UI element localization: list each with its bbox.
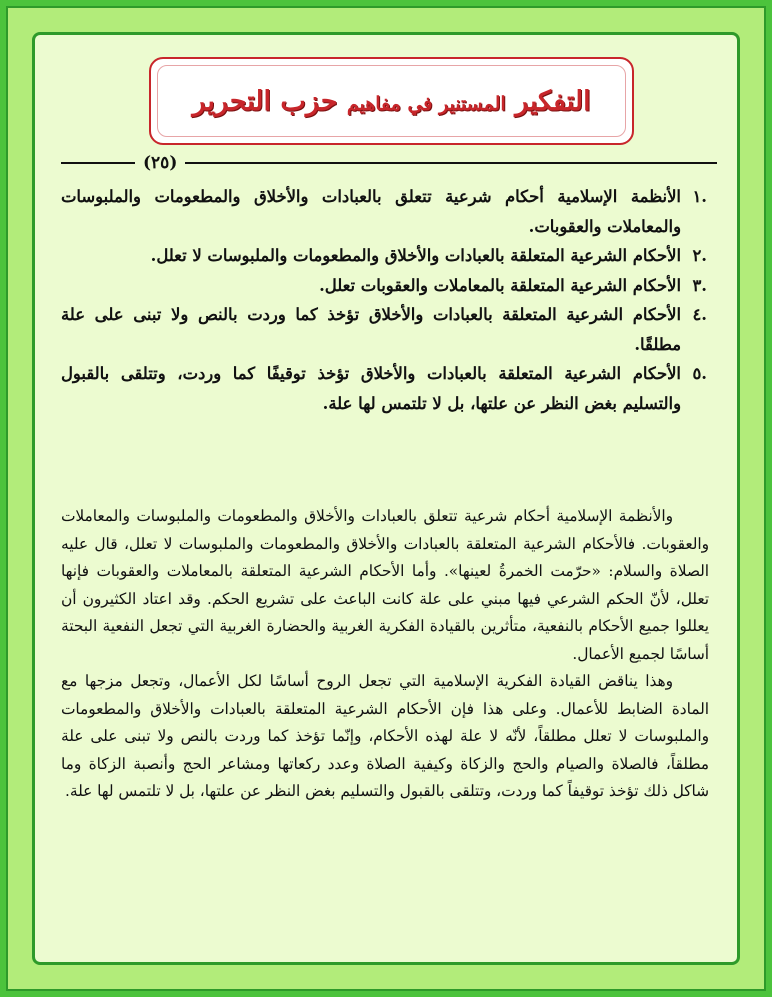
list-item (61, 300, 707, 359)
divider-line-right (185, 162, 717, 164)
list-item-text: الأحكام الشرعية المتعلقة بالعبادات والأخلاق تؤخذ توقيفًا كما وردت، وتتلقى بالقبول والتسليم بغض النظر عن علتها، بل لا تلتمس لها علة. (61, 364, 681, 413)
outer-frame (6, 6, 766, 991)
summary-list (61, 182, 707, 418)
list-item (61, 182, 707, 241)
body-paragraph-1: والأنظمة الإسلامية أحكام شرعية تتعلق بالعبادات والأخلاق والمطعومات والملبوسات والمعاملات والعقوبات. فالأحكام الشرعية المتعلقة بالعبادات والأخلاق والمطعومات والملبوسات لا تعلل، قال عليه الصلاة والسلام: «حرّمت الخمرةُ لعينها». وأما الأحكام الشرعية المتعلقة بالمعاملات والعقوبات فإنها تعلل، لأنّ الحكم الشرعي فيها مبني على علة كانت الباعث على تشريع الحكم. وقد اعتاد الكثيرون أن يعللوا جميع الأحكام بالنفعية، متأثرين بالقيادة الفكرية الغربية والحضارة الغربية التي تجعل النفعية البحتة أساسًا لجميع الأعمال. (61, 507, 709, 663)
list-item-text: الأحكام الشرعية المتعلقة بالعبادات والأخلاق والمطعومات والملبوسات لا تعلل. (150, 246, 681, 265)
book-title (192, 86, 590, 117)
list-item-text: الأحكام الشرعية المتعلقة بالمعاملات والعقوبات تعلل. (319, 275, 681, 295)
body-paragraph-2: وهذا يناقض القيادة الفكرية الإسلامية التي تجعل الروح أساسًا لكل الأعمال، وتجعل مزجها مع المادة الضابط للأعمال. وعلى هذا فإن الأحكام الشرعية المتعلقة بالعبادات والأخلاق والمطعومات والملبوسات لا تعلل مطلقاً، لأنّه لا علة لهذه الأحكام، وإنّما تؤخذ كما وردت بالنص ولا تبنى على علة مطلقاً، فالصلاة والصيام والحج والزكاة وكيفية الصلاة وعدد ركعاتها ومشاعر الحج وأنصبة الزكاة وما شاكل ذلك تؤخذ توقيفاً كما وردت، وتتلقى بالقبول والتسليم بغض النظر عن علتها، بل لا تلتمس لها علة. (61, 672, 709, 800)
page-panel (32, 32, 740, 965)
page-number: (٢٥) (143, 153, 178, 173)
list-item-marker: .١ (692, 187, 707, 206)
list-item-marker: .٢ (692, 246, 707, 265)
list-item-text: الأحكام الشرعية المتعلقة بالعبادات والأخلاق تؤخذ كما وردت بالنص ولا تبنى على علة مطلقًا. (61, 305, 681, 354)
title-part-3: حزب التحرير (192, 85, 338, 117)
list-item (61, 271, 707, 301)
page-number-row (61, 153, 717, 173)
title-banner (149, 57, 634, 145)
divider-line-left (61, 162, 135, 164)
list-item-marker: .٥ (692, 364, 707, 383)
list-item (61, 359, 707, 418)
list-item-text: الأنظمة الإسلامية أحكام شرعية تتعلق بالعبادات والأخلاق والمطعومات والملبوسات والمعاملات والعقوبات. (61, 187, 681, 236)
list-item-marker: .٤ (692, 305, 707, 324)
body-text (61, 503, 709, 806)
list-item-marker: .٣ (692, 275, 707, 295)
title-part-2: المستنير في مفاهيم (346, 92, 506, 115)
list-item (61, 241, 707, 271)
title-part-1: التفكير (515, 85, 591, 117)
